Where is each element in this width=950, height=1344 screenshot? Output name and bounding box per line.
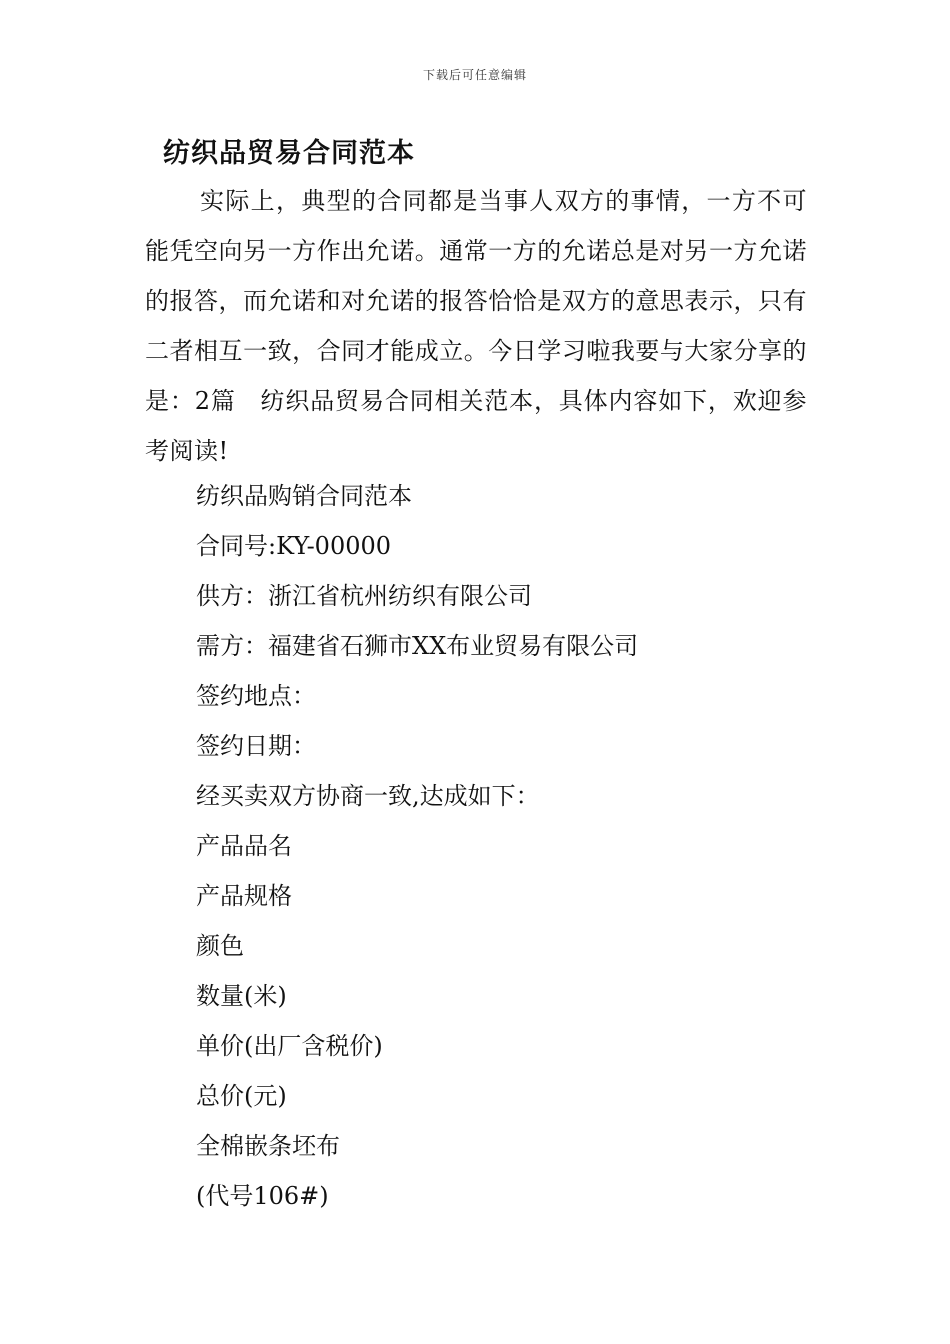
- line-unit-price: 单价(出厂含税价): [196, 1032, 383, 1060]
- page-header: 下载后可任意编辑: [422, 68, 527, 82]
- line-total-price: 总价(元): [196, 1082, 287, 1110]
- line-color: 颜色: [196, 932, 244, 960]
- document-title: 纺织品贸易合同范本: [163, 138, 415, 169]
- intro-paragraph: 实际上，典型的合同都是当事人双方的事情，一方不可能凭空向另一方作出允诺。通常一方的允诺总是对另一方允诺的报答，而允诺和对允诺的报答恰恰是双方的意思表示，只有二者相互一致，合同才能成立。今日学习啦我要与大家分享的是：2篇 纺织品贸易合同相关范本，具体内容如下，欢迎参考阅读!: [145, 187, 807, 465]
- line-signing-place: 签约地点：: [196, 682, 316, 710]
- line-contract-number: 合同号:KY-00000: [196, 532, 392, 560]
- line-product-code: (代号106#): [196, 1182, 329, 1210]
- line-contract-heading: 纺织品购销合同范本: [196, 482, 412, 510]
- line-buyer: 需方：福建省石狮市XX布业贸易有限公司: [196, 632, 639, 660]
- line-signing-date: 签约日期：: [196, 732, 316, 760]
- line-product-spec: 产品规格: [196, 882, 292, 910]
- line-agreement: 经买卖双方协商一致,达成如下：: [196, 782, 540, 810]
- line-product-name: 产品品名: [196, 832, 292, 860]
- line-supplier: 供方：浙江省杭州纺织有限公司: [196, 582, 532, 610]
- line-product-item: 全棉嵌条坯布: [196, 1132, 340, 1160]
- line-quantity: 数量(米): [196, 982, 287, 1010]
